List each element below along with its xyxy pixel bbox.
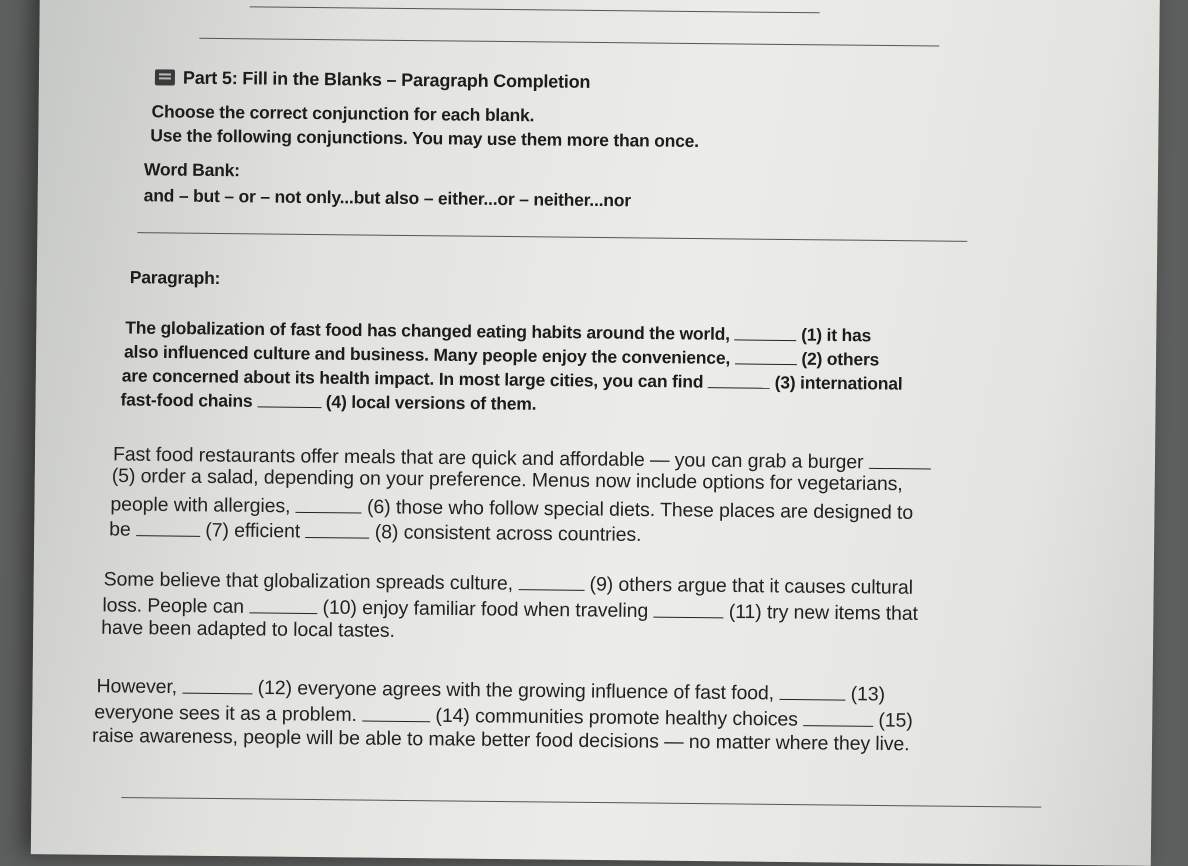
- section-title: [155, 67, 590, 93]
- blank-14[interactable]: [362, 701, 430, 722]
- blank-9[interactable]: [518, 569, 584, 590]
- middle-divider: [137, 232, 967, 242]
- p4-line-2-text: everyone sees it as a problem.: [94, 701, 363, 727]
- blank-12[interactable]: [182, 673, 252, 694]
- p1-line-2-tail: (2) others: [801, 348, 880, 370]
- p1-line-4-text: fast-food chains: [120, 389, 258, 411]
- p1-line-4: [120, 387, 536, 415]
- section-title-text: Part 5: Fill in the Blanks – Paragraph Completion: [182, 67, 591, 92]
- p1-line-2-text: also influenced culture and business. Many people enjoy the convenience,: [123, 341, 735, 368]
- paragraph-label: Paragraph:: [129, 267, 221, 289]
- p4-line-1-text: However,: [96, 675, 183, 699]
- p2-line-2-text: (5) order a salad, depending on your preference. Menus now include options for vegetarians,: [111, 464, 903, 496]
- blank-4[interactable]: [257, 388, 321, 407]
- p1-line-3-text: are concerned about its health impact. In most large cities, you can find: [121, 365, 709, 392]
- p1-line-1-tail: (1) it has: [801, 324, 872, 346]
- blank-8[interactable]: [305, 517, 369, 538]
- worksheet-paper: [31, 0, 1160, 866]
- p3-line-3-text: have been adapted to local tastes.: [101, 616, 395, 642]
- word-bank-words: and – but – or – not only...but also – either...or – neither...nor: [143, 185, 632, 211]
- p2-line-3-text: people with allergies,: [110, 493, 296, 518]
- instruction-line-1: Choose the correct conjunction for each blank.: [151, 101, 535, 126]
- p3-line-2-tail: (11) try new items that: [728, 600, 919, 625]
- p3-line-2-mid: (10) enjoy familiar food when traveling: [322, 596, 654, 623]
- blank-10[interactable]: [249, 592, 317, 613]
- blank-2[interactable]: [735, 345, 797, 364]
- blank-13[interactable]: [779, 679, 845, 700]
- bottom-divider: [121, 797, 1041, 808]
- blank-3[interactable]: [708, 369, 770, 388]
- p4-line-2-mid: (14) communities promote healthy choices: [435, 704, 804, 731]
- blank-7[interactable]: [136, 515, 200, 536]
- blank-1[interactable]: [734, 321, 796, 340]
- blank-15[interactable]: [803, 705, 873, 726]
- p1-line-4-tail: (4) local versions of them.: [325, 391, 537, 414]
- p3-line-2-text: loss. People can: [102, 594, 250, 618]
- p1-line-1-text: The globalization of fast food has changed eating habits around the world,: [125, 317, 735, 344]
- word-bank-label: Word Bank:: [143, 159, 240, 181]
- blank-11[interactable]: [653, 597, 723, 618]
- top-divider-1: [250, 6, 820, 13]
- p4-line-3-text: raise awareness, people will be able to make better food decisions — no matter where they live.: [91, 724, 910, 756]
- memo-icon: [155, 69, 175, 85]
- p2-line-4: [109, 515, 642, 547]
- p2-line-1-text: Fast food restaurants offer meals that are quick and affordable — you can grab a burger: [112, 443, 869, 474]
- blank-5[interactable]: [869, 448, 931, 469]
- p2-line-4-text: be: [109, 518, 137, 541]
- instruction-line-2: Use the following conjunctions. You may use them more than once.: [150, 125, 700, 152]
- p3-line-3: [101, 617, 395, 643]
- p3-line-1-text: Some believe that globalization spreads culture,: [103, 568, 519, 595]
- p1-line-3-tail: (3) international: [774, 372, 903, 394]
- p4-line-2-tail: (15): [878, 709, 913, 732]
- p2-line-4-mid: (7) efficient: [205, 519, 306, 543]
- top-divider-2: [199, 38, 939, 47]
- blank-6[interactable]: [296, 492, 362, 513]
- p3-line-1-tail: (9) others argue that it causes cultural: [589, 573, 914, 599]
- p4-line-1-mid: (12) everyone agrees with the growing influence of fast food,: [257, 676, 780, 705]
- p2-line-4-tail: (8) consistent across countries.: [374, 521, 642, 546]
- p4-line-1-tail: (13): [850, 683, 886, 706]
- p2-line-3-tail: (6) those who follow special diets. These places are designed to: [366, 496, 914, 524]
